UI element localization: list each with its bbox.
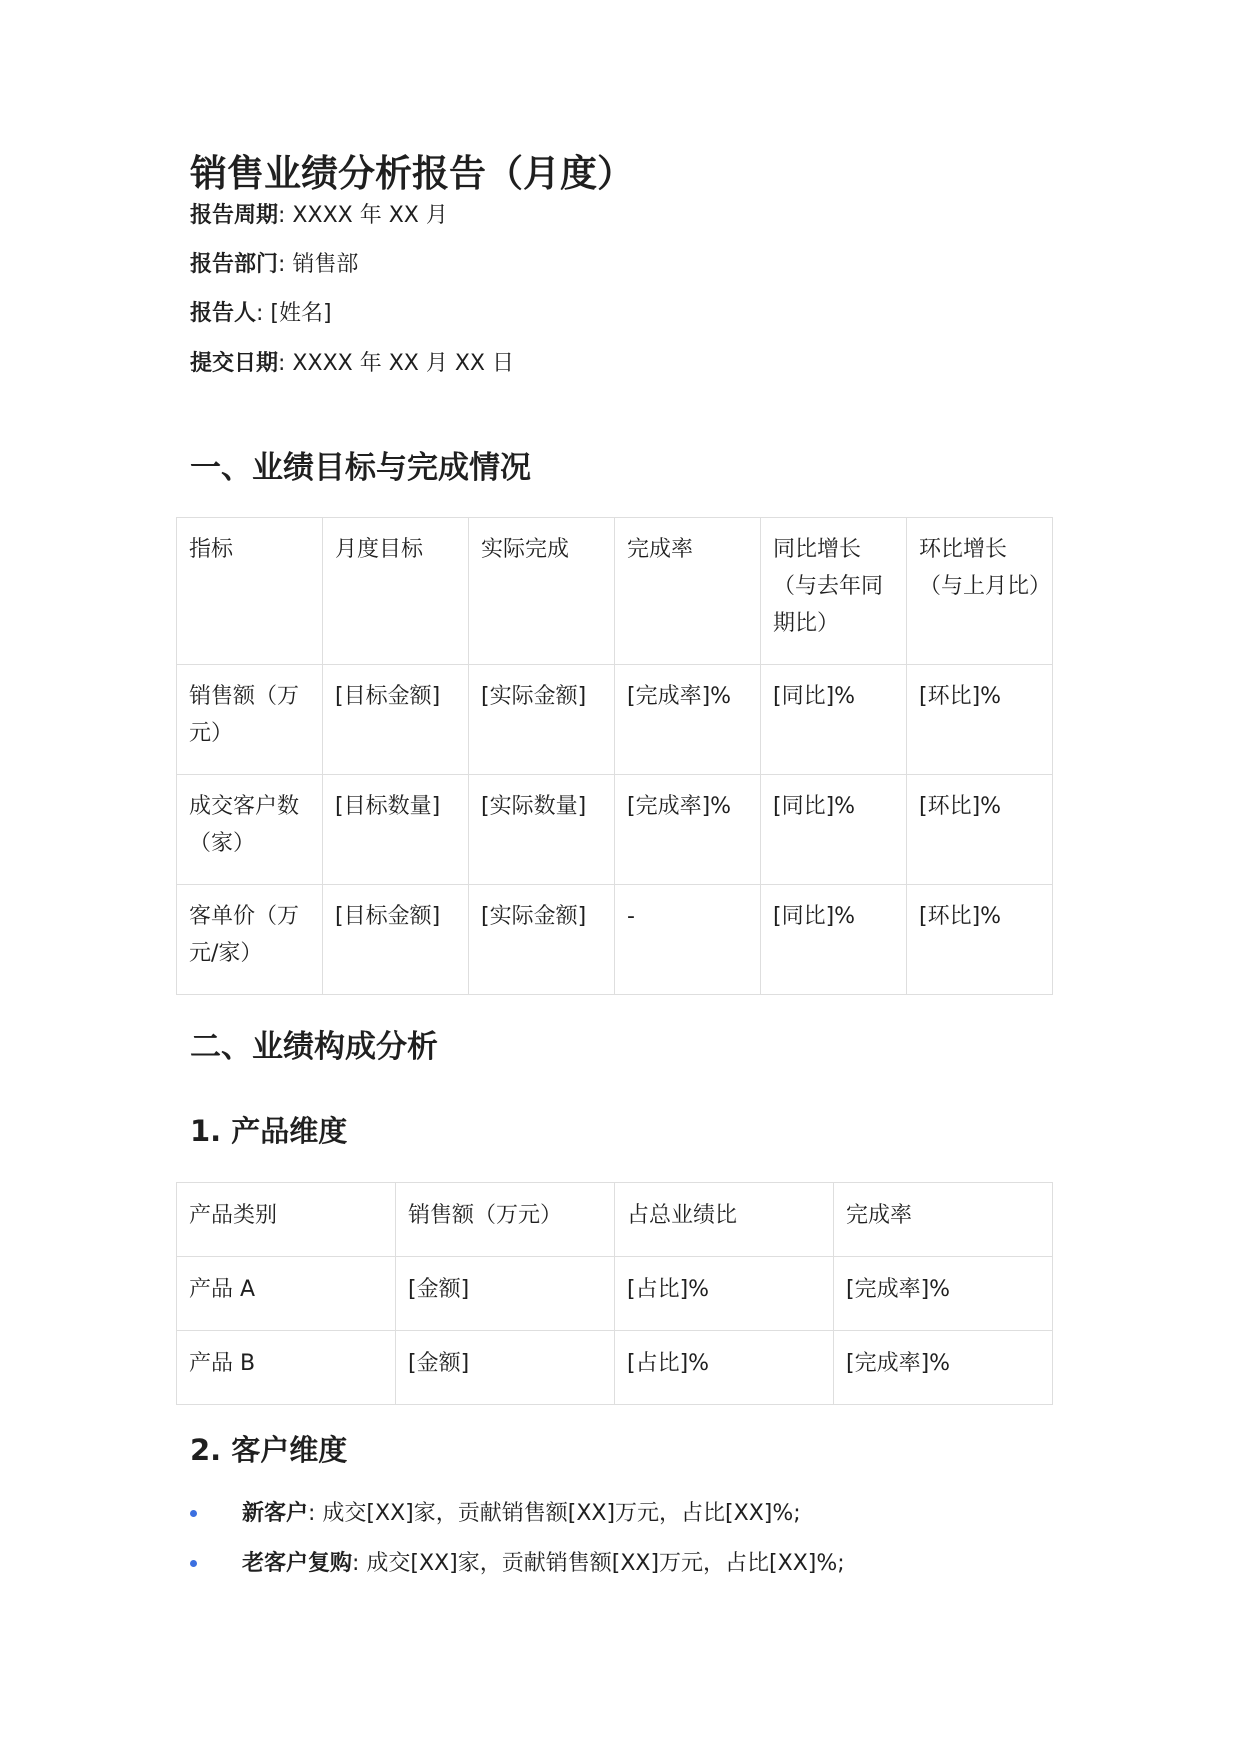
header-cell: 实际完成	[469, 518, 615, 665]
table-cell: [同比]%	[761, 885, 907, 995]
header-cell: 月度目标	[323, 518, 469, 665]
meta-separator: :	[256, 301, 271, 326]
header-cell: 销售额（万元）	[396, 1183, 615, 1257]
header-cell: 指标	[177, 518, 323, 665]
meta-period	[190, 199, 448, 233]
table-cell: -	[615, 885, 761, 995]
table-cell: [完成率]%	[615, 775, 761, 885]
table-cell: [环比]%	[907, 775, 1053, 885]
list-item-body: 成交[XX]家，贡献销售额[XX]万元，占比[XX]%;	[322, 1501, 801, 1526]
table-cell: [完成率]%	[615, 665, 761, 775]
table-cell: [完成率]%	[834, 1257, 1053, 1331]
product-dimension-heading: 1. 产品维度	[190, 1114, 348, 1148]
list-item-text	[242, 1497, 801, 1531]
header-cell: 环比增长（与上月比）	[907, 518, 1053, 665]
table-cell: [目标数量]	[323, 775, 469, 885]
section2-heading: 二、业绩构成分析	[190, 1029, 438, 1065]
meta-label: 报告周期	[190, 203, 279, 228]
table-cell: [实际金额]	[469, 885, 615, 995]
header-cell: 完成率	[834, 1183, 1053, 1257]
table-cell: 销售额（万元）	[177, 665, 323, 775]
performance-table	[176, 517, 1053, 995]
table-cell: 产品 A	[177, 1257, 396, 1331]
table-cell: [实际金额]	[469, 665, 615, 775]
section1-heading: 一、业绩目标与完成情况	[190, 450, 531, 486]
table-cell: [金额]	[396, 1257, 615, 1331]
table-cell: [目标金额]	[323, 885, 469, 995]
table-row	[177, 1331, 1053, 1405]
table-cell: [实际数量]	[469, 775, 615, 885]
table-header-row	[177, 518, 1053, 665]
header-cell: 占总业绩比	[615, 1183, 834, 1257]
table-cell: [同比]%	[761, 775, 907, 885]
meta-submit-date	[190, 347, 514, 381]
table-row	[177, 665, 1053, 775]
list-item-separator: :	[308, 1501, 323, 1526]
meta-label: 报告人	[190, 301, 257, 326]
header-cell: 完成率	[615, 518, 761, 665]
table-cell: [同比]%	[761, 665, 907, 775]
meta-value: 销售部	[292, 252, 359, 277]
table-cell: 产品 B	[177, 1331, 396, 1405]
table-cell: [环比]%	[907, 665, 1053, 775]
table-row	[177, 885, 1053, 995]
meta-separator: :	[278, 252, 293, 277]
report-title: 销售业绩分析报告（月度）	[190, 152, 634, 195]
table-cell: [金额]	[396, 1331, 615, 1405]
table-cell: [占比]%	[615, 1257, 834, 1331]
list-item-label: 新客户	[242, 1501, 309, 1526]
product-table	[176, 1182, 1053, 1405]
meta-department	[190, 248, 358, 282]
meta-separator: :	[278, 203, 293, 228]
customer-dimension-heading: 2. 客户维度	[190, 1433, 348, 1467]
header-cell: 产品类别	[177, 1183, 396, 1257]
table-cell: [完成率]%	[834, 1331, 1053, 1405]
list-item-separator: :	[352, 1551, 367, 1576]
meta-label: 提交日期	[190, 351, 279, 376]
list-item-label: 老客户复购	[242, 1551, 353, 1576]
table-cell: [占比]%	[615, 1331, 834, 1405]
list-item-text	[242, 1547, 845, 1581]
meta-separator: :	[278, 351, 293, 376]
meta-label: 报告部门	[190, 252, 279, 277]
table-row	[177, 775, 1053, 885]
table-cell: 客单价（万元/家）	[177, 885, 323, 995]
table-row	[177, 1257, 1053, 1331]
table-cell: [环比]%	[907, 885, 1053, 995]
bullet-dot-icon	[190, 1510, 197, 1517]
meta-reporter	[190, 297, 332, 331]
table-cell: [目标金额]	[323, 665, 469, 775]
meta-value: XXXX 年 XX 月 XX 日	[292, 351, 514, 376]
meta-value: XXXX 年 XX 月	[292, 203, 448, 228]
table-cell: 成交客户数（家）	[177, 775, 323, 885]
bullet-dot-icon	[190, 1560, 197, 1567]
list-item-body: 成交[XX]家，贡献销售额[XX]万元，占比[XX]%;	[366, 1551, 845, 1576]
meta-value: [姓名]	[270, 301, 332, 326]
header-cell: 同比增长（与去年同期比）	[761, 518, 907, 665]
table-header-row	[177, 1183, 1053, 1257]
